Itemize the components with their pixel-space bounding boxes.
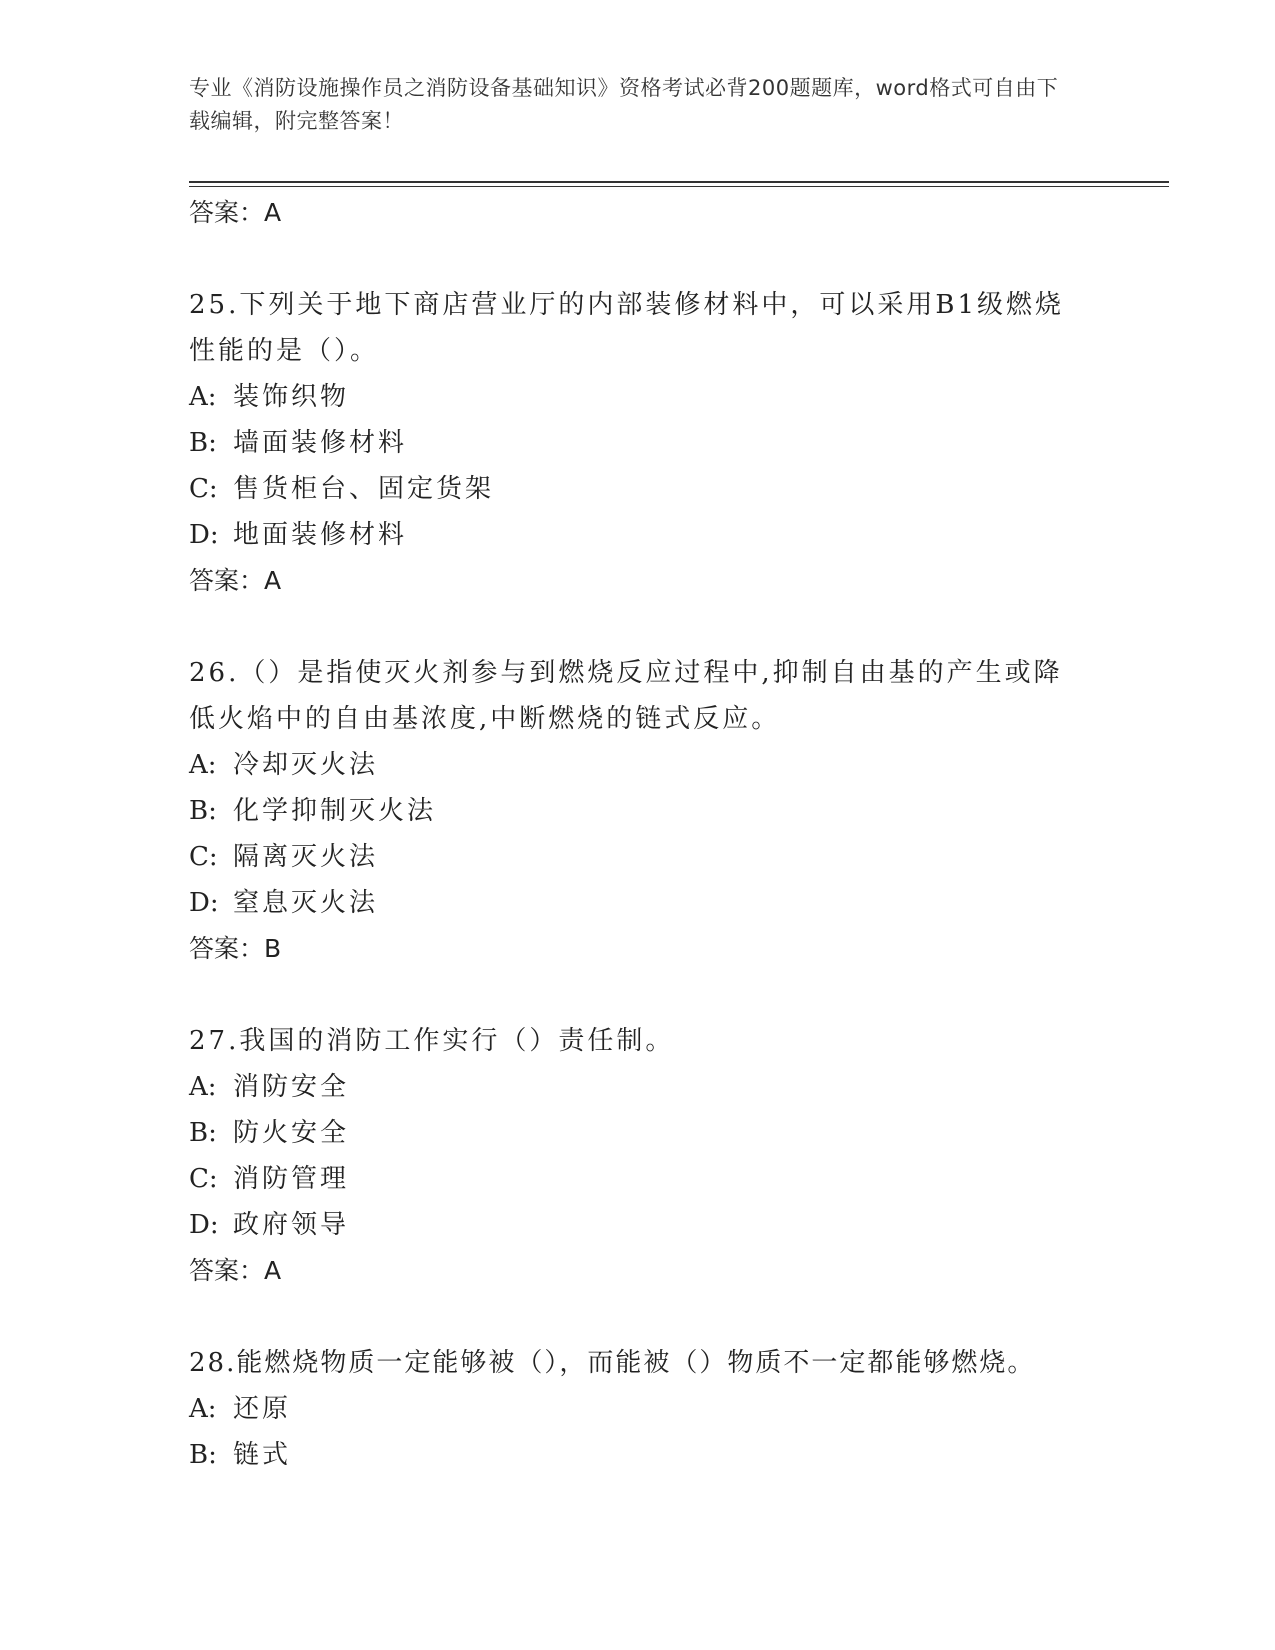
header-rule-thick <box>189 181 1169 183</box>
option-text: 隔离灭火法 <box>233 842 379 872</box>
question-text: 26.（）是指使灭火剂参与到燃烧反应过程中,抑制自由基的产生或降低火焰中的自由基浓度,中断燃烧的链式反应。 <box>189 658 1063 734</box>
option-d <box>189 880 1089 926</box>
question-text: 28.能燃烧物质一定能够被（），而能被（）物质不一定都能够燃烧。 <box>189 1348 1036 1378</box>
option-a <box>189 1064 1089 1110</box>
document-body <box>189 190 1089 1478</box>
option-key: C: <box>189 842 218 872</box>
option-text: 装饰织物 <box>233 382 350 412</box>
question-text: 27.我国的消防工作实行（）责任制。 <box>189 1026 675 1056</box>
option-text: 化学抑制灭火法 <box>233 796 437 826</box>
answer-line: 答案：A <box>189 1256 282 1285</box>
option-key: B: <box>189 428 217 458</box>
question-26 <box>189 650 1089 972</box>
option-key: C: <box>189 474 218 504</box>
option-key: D: <box>189 520 219 550</box>
option-b <box>189 788 1089 834</box>
option-c <box>189 1156 1089 1202</box>
option-b <box>189 1432 1089 1478</box>
option-text: 消防管理 <box>233 1164 350 1194</box>
option-text: 防火安全 <box>233 1118 350 1148</box>
option-text: 政府领导 <box>233 1210 350 1240</box>
answer-line: 答案：A <box>189 566 282 595</box>
option-d <box>189 512 1089 558</box>
option-key: C: <box>189 1164 218 1194</box>
option-key: A: <box>189 1072 217 1102</box>
option-b <box>189 420 1089 466</box>
option-b <box>189 1110 1089 1156</box>
prev-answer: 答案：A <box>189 198 282 227</box>
answer-line: 答案：B <box>189 934 282 963</box>
option-a <box>189 374 1089 420</box>
option-text: 墙面装修材料 <box>233 428 408 458</box>
option-key: B: <box>189 796 217 826</box>
option-text: 地面装修材料 <box>233 520 408 550</box>
question-25 <box>189 282 1089 604</box>
option-a <box>189 742 1089 788</box>
option-key: A: <box>189 382 217 412</box>
option-c <box>189 466 1089 512</box>
question-text: 25.下列关于地下商店营业厅的内部装修材料中，可以采用B1级燃烧性能的是（）。 <box>189 290 1064 366</box>
option-c <box>189 834 1089 880</box>
option-key: B: <box>189 1440 217 1470</box>
option-text: 链式 <box>233 1440 292 1470</box>
option-text: 冷却灭火法 <box>233 750 379 780</box>
option-text: 消防安全 <box>233 1072 350 1102</box>
option-key: B: <box>189 1118 217 1148</box>
option-text: 窒息灭火法 <box>233 888 379 918</box>
document-header: 专业《消防设施操作员之消防设备基础知识》资格考试必背200题题库，word格式可自由下载编辑，附完整答案！ <box>189 76 1059 133</box>
question-28 <box>189 1340 1089 1478</box>
option-key: D: <box>189 1210 219 1240</box>
option-key: A: <box>189 1394 217 1424</box>
header-rule-thin <box>189 186 1169 187</box>
option-key: D: <box>189 888 219 918</box>
option-text: 还原 <box>233 1394 292 1424</box>
question-27 <box>189 1018 1089 1294</box>
option-a <box>189 1386 1089 1432</box>
option-d <box>189 1202 1089 1248</box>
option-key: A: <box>189 750 217 780</box>
option-text: 售货柜台、固定货架 <box>233 474 495 504</box>
